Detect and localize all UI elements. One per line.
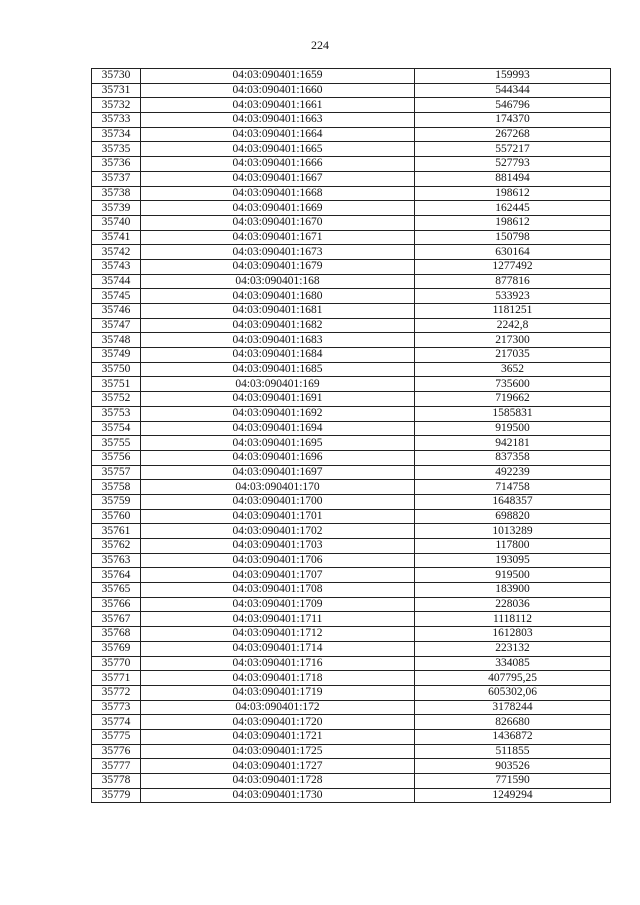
cadastral-value-cell: 217300 [415, 333, 611, 348]
table-row [92, 553, 611, 568]
table-row [92, 215, 611, 230]
row-number-cell: 35772 [92, 685, 141, 700]
table-row [92, 465, 611, 480]
cadastral-value-cell: 198612 [415, 215, 611, 230]
cadastral-value-cell: 826680 [415, 715, 611, 730]
cadastral-value-cell: 881494 [415, 171, 611, 186]
table-row [92, 406, 611, 421]
cadastral-value-cell: 183900 [415, 583, 611, 598]
cadastral-value-cell: 719662 [415, 392, 611, 407]
table-row [92, 127, 611, 142]
table-row [92, 744, 611, 759]
cadastral-number-cell: 04:03:090401:1707 [141, 568, 415, 583]
row-number-cell: 35758 [92, 480, 141, 495]
table-row [92, 685, 611, 700]
cadastral-value-cell: 117800 [415, 539, 611, 554]
row-number-cell: 35771 [92, 671, 141, 686]
row-number-cell: 35745 [92, 289, 141, 304]
row-number-cell: 35755 [92, 436, 141, 451]
table-row [92, 539, 611, 554]
cadastral-number-cell: 04:03:090401:1721 [141, 729, 415, 744]
row-number-cell: 35742 [92, 245, 141, 260]
table-row [92, 436, 611, 451]
cadastral-value-cell: 544344 [415, 83, 611, 98]
row-number-cell: 35767 [92, 612, 141, 627]
cadastral-number-cell: 04:03:090401:1720 [141, 715, 415, 730]
table-row [92, 304, 611, 319]
cadastral-number-cell: 04:03:090401:1664 [141, 127, 415, 142]
row-number-cell: 35743 [92, 259, 141, 274]
cadastral-value-cell: 174370 [415, 113, 611, 128]
row-number-cell: 35760 [92, 509, 141, 524]
cadastral-number-cell: 04:03:090401:1703 [141, 539, 415, 554]
cadastral-value-table [91, 68, 611, 803]
cadastral-number-cell: 04:03:090401:1727 [141, 759, 415, 774]
cadastral-number-cell: 04:03:090401:1666 [141, 157, 415, 172]
row-number-cell: 35741 [92, 230, 141, 245]
table-row [92, 494, 611, 509]
cadastral-value-cell: 1585831 [415, 406, 611, 421]
row-number-cell: 35734 [92, 127, 141, 142]
row-number-cell: 35737 [92, 171, 141, 186]
row-number-cell: 35749 [92, 348, 141, 363]
cadastral-value-cell: 877816 [415, 274, 611, 289]
cadastral-number-cell: 04:03:090401:1668 [141, 186, 415, 201]
cadastral-number-cell: 04:03:090401:1683 [141, 333, 415, 348]
cadastral-value-cell: 527793 [415, 157, 611, 172]
cadastral-value-cell: 150798 [415, 230, 611, 245]
cadastral-value-cell: 903526 [415, 759, 611, 774]
cadastral-number-cell: 04:03:090401:169 [141, 377, 415, 392]
cadastral-value-cell: 533923 [415, 289, 611, 304]
cadastral-number-cell: 04:03:090401:1708 [141, 583, 415, 598]
cadastral-value-cell: 198612 [415, 186, 611, 201]
table-row [92, 157, 611, 172]
cadastral-value-cell: 3178244 [415, 700, 611, 715]
cadastral-number-cell: 04:03:090401:1700 [141, 494, 415, 509]
cadastral-value-cell: 557217 [415, 142, 611, 157]
cadastral-number-cell: 04:03:090401:1728 [141, 774, 415, 789]
cadastral-number-cell: 04:03:090401:1692 [141, 406, 415, 421]
cadastral-number-cell: 04:03:090401:1706 [141, 553, 415, 568]
cadastral-value-cell: 228036 [415, 597, 611, 612]
cadastral-value-cell: 1277492 [415, 259, 611, 274]
cadastral-number-cell: 04:03:090401:1663 [141, 113, 415, 128]
table-row [92, 377, 611, 392]
cadastral-value-cell: 193095 [415, 553, 611, 568]
row-number-cell: 35766 [92, 597, 141, 612]
cadastral-number-cell: 04:03:090401:1716 [141, 656, 415, 671]
table-row [92, 450, 611, 465]
row-number-cell: 35756 [92, 450, 141, 465]
cadastral-number-cell: 04:03:090401:1697 [141, 465, 415, 480]
cadastral-value-cell: 735600 [415, 377, 611, 392]
cadastral-value-cell: 837358 [415, 450, 611, 465]
row-number-cell: 35738 [92, 186, 141, 201]
table-row [92, 333, 611, 348]
cadastral-value-cell: 407795,25 [415, 671, 611, 686]
table-row [92, 788, 611, 803]
table-row [92, 641, 611, 656]
cadastral-number-cell: 04:03:090401:1691 [141, 392, 415, 407]
cadastral-number-cell: 04:03:090401:1725 [141, 744, 415, 759]
cadastral-number-cell: 04:03:090401:1659 [141, 69, 415, 84]
cadastral-value-cell: 334085 [415, 656, 611, 671]
cadastral-number-cell: 04:03:090401:1702 [141, 524, 415, 539]
row-number-cell: 35746 [92, 304, 141, 319]
table-row [92, 597, 611, 612]
table-row [92, 509, 611, 524]
cadastral-value-cell: 771590 [415, 774, 611, 789]
row-number-cell: 35770 [92, 656, 141, 671]
cadastral-number-cell: 04:03:090401:168 [141, 274, 415, 289]
row-number-cell: 35731 [92, 83, 141, 98]
table-row [92, 171, 611, 186]
cadastral-number-cell: 04:03:090401:170 [141, 480, 415, 495]
table-row [92, 113, 611, 128]
table-row [92, 729, 611, 744]
cadastral-number-cell: 04:03:090401:1669 [141, 201, 415, 216]
table-row [92, 480, 611, 495]
table-row [92, 627, 611, 642]
cadastral-number-cell: 04:03:090401:1667 [141, 171, 415, 186]
table-row [92, 715, 611, 730]
table-row [92, 69, 611, 84]
row-number-cell: 35739 [92, 201, 141, 216]
cadastral-value-cell: 630164 [415, 245, 611, 260]
row-number-cell: 35752 [92, 392, 141, 407]
cadastral-number-cell: 04:03:090401:1712 [141, 627, 415, 642]
cadastral-value-cell: 1181251 [415, 304, 611, 319]
cadastral-number-cell: 04:03:090401:1671 [141, 230, 415, 245]
cadastral-value-cell: 159993 [415, 69, 611, 84]
row-number-cell: 35735 [92, 142, 141, 157]
cadastral-value-cell: 1013289 [415, 524, 611, 539]
table-row [92, 421, 611, 436]
cadastral-value-cell: 919500 [415, 568, 611, 583]
row-number-cell: 35776 [92, 744, 141, 759]
row-number-cell: 35757 [92, 465, 141, 480]
row-number-cell: 35732 [92, 98, 141, 113]
row-number-cell: 35744 [92, 274, 141, 289]
cadastral-number-cell: 04:03:090401:1660 [141, 83, 415, 98]
cadastral-number-cell: 04:03:090401:1665 [141, 142, 415, 157]
cadastral-value-cell: 511855 [415, 744, 611, 759]
table-row [92, 245, 611, 260]
cadastral-value-cell: 1118112 [415, 612, 611, 627]
cadastral-number-cell: 04:03:090401:1696 [141, 450, 415, 465]
cadastral-value-cell: 223132 [415, 641, 611, 656]
cadastral-value-cell: 942181 [415, 436, 611, 451]
row-number-cell: 35778 [92, 774, 141, 789]
row-number-cell: 35764 [92, 568, 141, 583]
cadastral-value-cell: 698820 [415, 509, 611, 524]
cadastral-number-cell: 04:03:090401:1719 [141, 685, 415, 700]
cadastral-number-cell: 04:03:090401:1718 [141, 671, 415, 686]
table-row [92, 186, 611, 201]
row-number-cell: 35740 [92, 215, 141, 230]
cadastral-value-cell: 492239 [415, 465, 611, 480]
table-row [92, 274, 611, 289]
cadastral-number-cell: 04:03:090401:1685 [141, 362, 415, 377]
table-row [92, 318, 611, 333]
row-number-cell: 35761 [92, 524, 141, 539]
row-number-cell: 35753 [92, 406, 141, 421]
cadastral-value-cell: 714758 [415, 480, 611, 495]
cadastral-number-cell: 04:03:090401:1684 [141, 348, 415, 363]
row-number-cell: 35736 [92, 157, 141, 172]
cadastral-value-cell: 217035 [415, 348, 611, 363]
table-row [92, 392, 611, 407]
table-row [92, 700, 611, 715]
cadastral-value-cell: 1249294 [415, 788, 611, 803]
table-row [92, 568, 611, 583]
row-number-cell: 35779 [92, 788, 141, 803]
cadastral-number-cell: 04:03:090401:1681 [141, 304, 415, 319]
cadastral-number-cell: 04:03:090401:1730 [141, 788, 415, 803]
table-row [92, 671, 611, 686]
cadastral-number-cell: 04:03:090401:1680 [141, 289, 415, 304]
row-number-cell: 35768 [92, 627, 141, 642]
cadastral-number-cell: 04:03:090401:1679 [141, 259, 415, 274]
cadastral-number-cell: 04:03:090401:1694 [141, 421, 415, 436]
cadastral-number-cell: 04:03:090401:1682 [141, 318, 415, 333]
row-number-cell: 35763 [92, 553, 141, 568]
row-number-cell: 35747 [92, 318, 141, 333]
row-number-cell: 35777 [92, 759, 141, 774]
table-row [92, 759, 611, 774]
table-row [92, 230, 611, 245]
cadastral-value-cell: 546796 [415, 98, 611, 113]
cadastral-number-cell: 04:03:090401:1695 [141, 436, 415, 451]
cadastral-number-cell: 04:03:090401:1711 [141, 612, 415, 627]
row-number-cell: 35769 [92, 641, 141, 656]
cadastral-number-cell: 04:03:090401:1673 [141, 245, 415, 260]
cadastral-value-cell: 2242,8 [415, 318, 611, 333]
row-number-cell: 35748 [92, 333, 141, 348]
row-number-cell: 35759 [92, 494, 141, 509]
row-number-cell: 35750 [92, 362, 141, 377]
table-row [92, 348, 611, 363]
cadastral-number-cell: 04:03:090401:1709 [141, 597, 415, 612]
table-row [92, 83, 611, 98]
cadastral-number-cell: 04:03:090401:1670 [141, 215, 415, 230]
cadastral-value-cell: 3652 [415, 362, 611, 377]
table-row [92, 362, 611, 377]
table-row [92, 201, 611, 216]
table-row [92, 524, 611, 539]
cadastral-number-cell: 04:03:090401:1714 [141, 641, 415, 656]
page-number: 224 [311, 38, 329, 52]
row-number-cell: 35730 [92, 69, 141, 84]
row-number-cell: 35765 [92, 583, 141, 598]
row-number-cell: 35773 [92, 700, 141, 715]
table-row [92, 583, 611, 598]
table-row [92, 142, 611, 157]
table-body [92, 69, 611, 803]
cadastral-number-cell: 04:03:090401:1661 [141, 98, 415, 113]
row-number-cell: 35733 [92, 113, 141, 128]
cadastral-value-cell: 605302,06 [415, 685, 611, 700]
cadastral-value-cell: 267268 [415, 127, 611, 142]
row-number-cell: 35754 [92, 421, 141, 436]
cadastral-number-cell: 04:03:090401:1701 [141, 509, 415, 524]
cadastral-value-cell: 1436872 [415, 729, 611, 744]
cadastral-value-cell: 162445 [415, 201, 611, 216]
table-row [92, 656, 611, 671]
table-row [92, 259, 611, 274]
table-row [92, 774, 611, 789]
cadastral-number-cell: 04:03:090401:172 [141, 700, 415, 715]
table-row [92, 289, 611, 304]
row-number-cell: 35762 [92, 539, 141, 554]
table-row [92, 98, 611, 113]
cadastral-value-cell: 919500 [415, 421, 611, 436]
cadastral-value-cell: 1648357 [415, 494, 611, 509]
row-number-cell: 35751 [92, 377, 141, 392]
table-row [92, 612, 611, 627]
row-number-cell: 35775 [92, 729, 141, 744]
cadastral-value-cell: 1612803 [415, 627, 611, 642]
row-number-cell: 35774 [92, 715, 141, 730]
